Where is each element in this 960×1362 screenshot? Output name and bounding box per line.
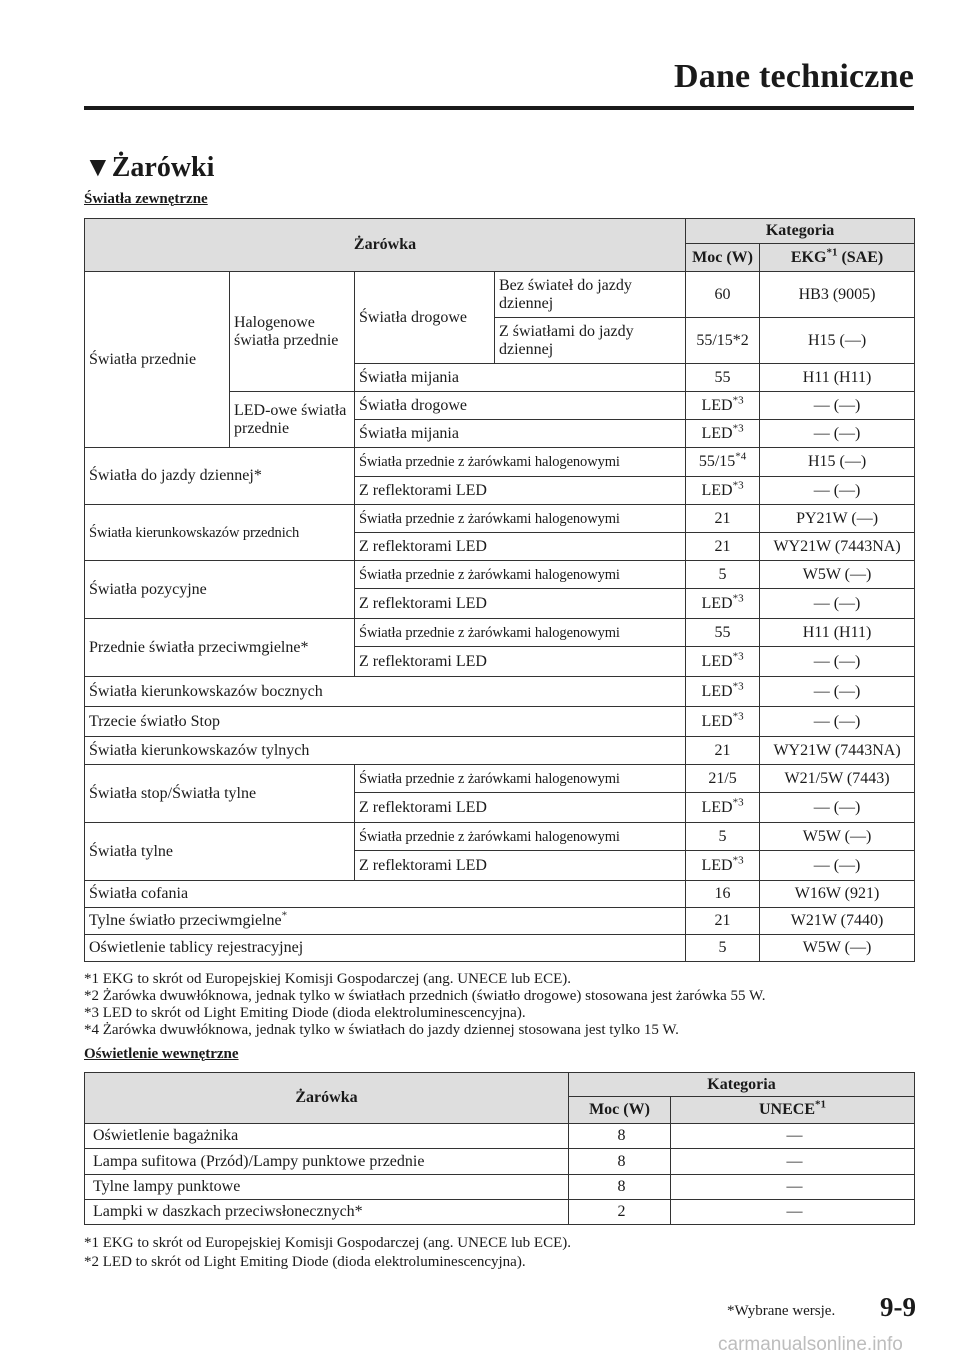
- header-watt: Moc (W): [686, 244, 760, 272]
- interior-row-label: Lampa sufitowa (Przód)/Lampy punktowe przednie: [85, 1149, 569, 1175]
- footnote: *2 LED to skrót od Light Emiting Diode (dioda elektroluminescencyjna).: [84, 1254, 526, 1270]
- interior-row-label: Oświetlenie bagażnika: [85, 1124, 569, 1149]
- watt-value: 5: [686, 823, 760, 851]
- category-value: —: [671, 1200, 915, 1225]
- watt-value: 55: [686, 364, 760, 392]
- watt-value: 21: [686, 533, 760, 561]
- watt-value: LED$^{*3}$: [686, 707, 760, 737]
- headlights-label: Światła przednie: [85, 272, 230, 448]
- interior-row-label: Tylne lampy punktowe: [85, 1175, 569, 1200]
- header-bulb: Żarówka: [85, 219, 686, 272]
- header-category: Kategoria: [569, 1073, 915, 1097]
- category-value: — (—): [760, 707, 915, 737]
- with-drl-label: Z światłami do jazdy dziennej: [495, 318, 686, 364]
- led-variant-label: Z reflektorami LED: [355, 851, 686, 881]
- watt-value: LED$^{*3}$: [686, 589, 760, 619]
- halogen-variant-label: Światła przednie z żarówkami halogenowymi: [355, 561, 686, 589]
- position-label: Światła pozycyjne: [85, 561, 355, 619]
- category-value: — (—): [760, 851, 915, 881]
- watt-value: 8: [569, 1175, 671, 1200]
- halogen-variant-label: Światła przednie z żarówkami halogenowymi: [355, 765, 686, 793]
- led-variant-label: Z reflektorami LED: [355, 477, 686, 505]
- category-value: W5W (—): [760, 935, 915, 962]
- watt-value: 55: [686, 619, 760, 647]
- halogen-variant-label: Światła przednie z żarówkami halogenowymi: [355, 619, 686, 647]
- halogen-variant-label: Światła przednie z żarówkami halogenowymi: [355, 448, 686, 477]
- high-beam-label: Światła drogowe: [355, 272, 495, 364]
- watt-value: LED$^{*3}$: [686, 793, 760, 823]
- category-value: PY21W (—): [760, 505, 915, 533]
- watt-value: LED$^{*3}$: [686, 420, 760, 448]
- category-value: HB3 (9005): [760, 272, 915, 318]
- led-variant-label: Z reflektorami LED: [355, 793, 686, 823]
- category-value: —: [671, 1124, 915, 1149]
- footnotes-exterior: [84, 971, 766, 1039]
- header-unece: UNECE$^{*1}$: [671, 1097, 915, 1124]
- watt-value: 55/15$^{*4}$: [686, 448, 760, 477]
- category-value: WY21W (7443NA): [760, 533, 915, 561]
- led-headlights-label: LED-owe światła przednie: [230, 392, 355, 448]
- halogen-variant-label: Światła przednie z żarówkami halogenowymi: [355, 505, 686, 533]
- watt-value: LED$^{*3}$: [686, 392, 760, 420]
- stop-tail-label: Światła stop/Światła tylne: [85, 765, 355, 823]
- category-value: — (—): [760, 392, 915, 420]
- watt-value: 5: [686, 561, 760, 589]
- category-value: H11 (H11): [760, 619, 915, 647]
- category-value: — (—): [760, 647, 915, 677]
- watt-value: 21/5: [686, 765, 760, 793]
- led-variant-label: Z reflektorami LED: [355, 647, 686, 677]
- third-stop-label: Trzecie światło Stop: [85, 707, 686, 737]
- interior-bulbs-table: [84, 1072, 915, 1225]
- watt-value: LED$^{*3}$: [686, 647, 760, 677]
- plate-label: Oświetlenie tablicy rejestracyjnej: [85, 935, 686, 962]
- category-value: — (—): [760, 477, 915, 505]
- watt-value: 21: [686, 908, 760, 935]
- category-value: H15 (—): [760, 448, 915, 477]
- watt-value: 60: [686, 272, 760, 318]
- category-value: — (—): [760, 420, 915, 448]
- footnote: *1 EKG to skrót od Europejskiej Komisji Gospodarczej (ang. UNECE lub ECE).: [84, 971, 572, 987]
- category-value: W5W (—): [760, 823, 915, 851]
- halogen-variant-label: Światła przednie z żarówkami halogenowymi: [355, 823, 686, 851]
- footnote: *2 Żarówka dwuwłóknowa, jednak tylko w światłach przednich (światło drogowe) stosowana jest żarówka 55 W.: [84, 988, 766, 1004]
- tail-label: Światła tylne: [85, 823, 355, 881]
- footnote: *1 EKG to skrót od Europejskiej Komisji Gospodarczej (ang. UNECE lub ECE).: [84, 1235, 572, 1251]
- high-beam-label: Światła drogowe: [355, 392, 686, 420]
- side-turn-label: Światła kierunkowskazów bocznych: [85, 677, 686, 707]
- led-variant-label: Z reflektorami LED: [355, 533, 686, 561]
- watermark: carmanualsonline.info: [718, 1334, 903, 1355]
- header-bulb: Żarówka: [85, 1073, 569, 1124]
- footnote: *4 Żarówka dwuwłóknowa, jednak tylko w światłach do jazdy dziennej stosowana jest tylko 15 W.: [84, 1022, 679, 1038]
- header-watt: Moc (W): [569, 1097, 671, 1124]
- watt-value: 21: [686, 737, 760, 765]
- category-value: — (—): [760, 793, 915, 823]
- interior-row-label: Lampki w daszkach przeciwsłonecznych*: [85, 1200, 569, 1225]
- footer-note: *Wybrane wersje.: [727, 1303, 836, 1319]
- footnotes-interior: [84, 1234, 571, 1272]
- category-value: W5W (—): [760, 561, 915, 589]
- front-fog-label: Przednie światła przeciwmgielne*: [85, 619, 355, 677]
- category-value: H11 (H11): [760, 364, 915, 392]
- header-category: Kategoria: [686, 219, 915, 244]
- low-beam-label: Światła mijania: [355, 364, 686, 392]
- exterior-subtitle: Światła zewnętrzne: [84, 191, 208, 207]
- header-ekg: EKG$^{*1}$ (SAE): [760, 244, 915, 272]
- watt-value: 21: [686, 505, 760, 533]
- halogen-label: Halogenowe światła przednie: [230, 272, 355, 392]
- category-value: H15 (—): [760, 318, 915, 364]
- category-value: —: [671, 1149, 915, 1175]
- page-number: 9-9: [880, 1292, 916, 1322]
- watt-value: 16: [686, 881, 760, 908]
- header-rule: [84, 106, 914, 110]
- watt-value: 2: [569, 1200, 671, 1225]
- drl-label: Światła do jazdy dziennej*: [85, 448, 355, 505]
- category-value: W21W (7440): [760, 908, 915, 935]
- footnote: *3 LED to skrót od Light Emiting Diode (dioda elektroluminescencyjna).: [84, 1005, 526, 1021]
- watt-value: LED$^{*3}$: [686, 477, 760, 505]
- no-drl-label: Bez świateł do jazdy dziennej: [495, 272, 686, 318]
- exterior-bulbs-table: [84, 218, 915, 962]
- category-value: W21/5W (7443): [760, 765, 915, 793]
- watt-value: LED$^{*3}$: [686, 677, 760, 707]
- interior-subtitle: Oświetlenie wewnętrzne: [84, 1046, 239, 1062]
- category-value: WY21W (7443NA): [760, 737, 915, 765]
- low-beam-label: Światła mijania: [355, 420, 686, 448]
- watt-value: 55/15*2: [686, 318, 760, 364]
- watt-value: LED$^{*3}$: [686, 851, 760, 881]
- category-value: —: [671, 1175, 915, 1200]
- category-value: — (—): [760, 677, 915, 707]
- reverse-label: Światła cofania: [85, 881, 686, 908]
- watt-value: 8: [569, 1124, 671, 1149]
- section-title: ▼Żarówki: [84, 152, 215, 183]
- category-value: — (—): [760, 589, 915, 619]
- watt-value: 8: [569, 1149, 671, 1175]
- rear-turn-label: Światła kierunkowskazów tylnych: [85, 737, 686, 765]
- led-variant-label: Z reflektorami LED: [355, 589, 686, 619]
- header-title: Dane techniczne: [673, 58, 914, 95]
- category-value: W16W (921): [760, 881, 915, 908]
- rear-fog-label: Tylne światło przeciwmgielne*: [85, 908, 686, 935]
- watt-value: 5: [686, 935, 760, 962]
- front-turn-label: Światła kierunkowskazów przednich: [85, 505, 355, 561]
